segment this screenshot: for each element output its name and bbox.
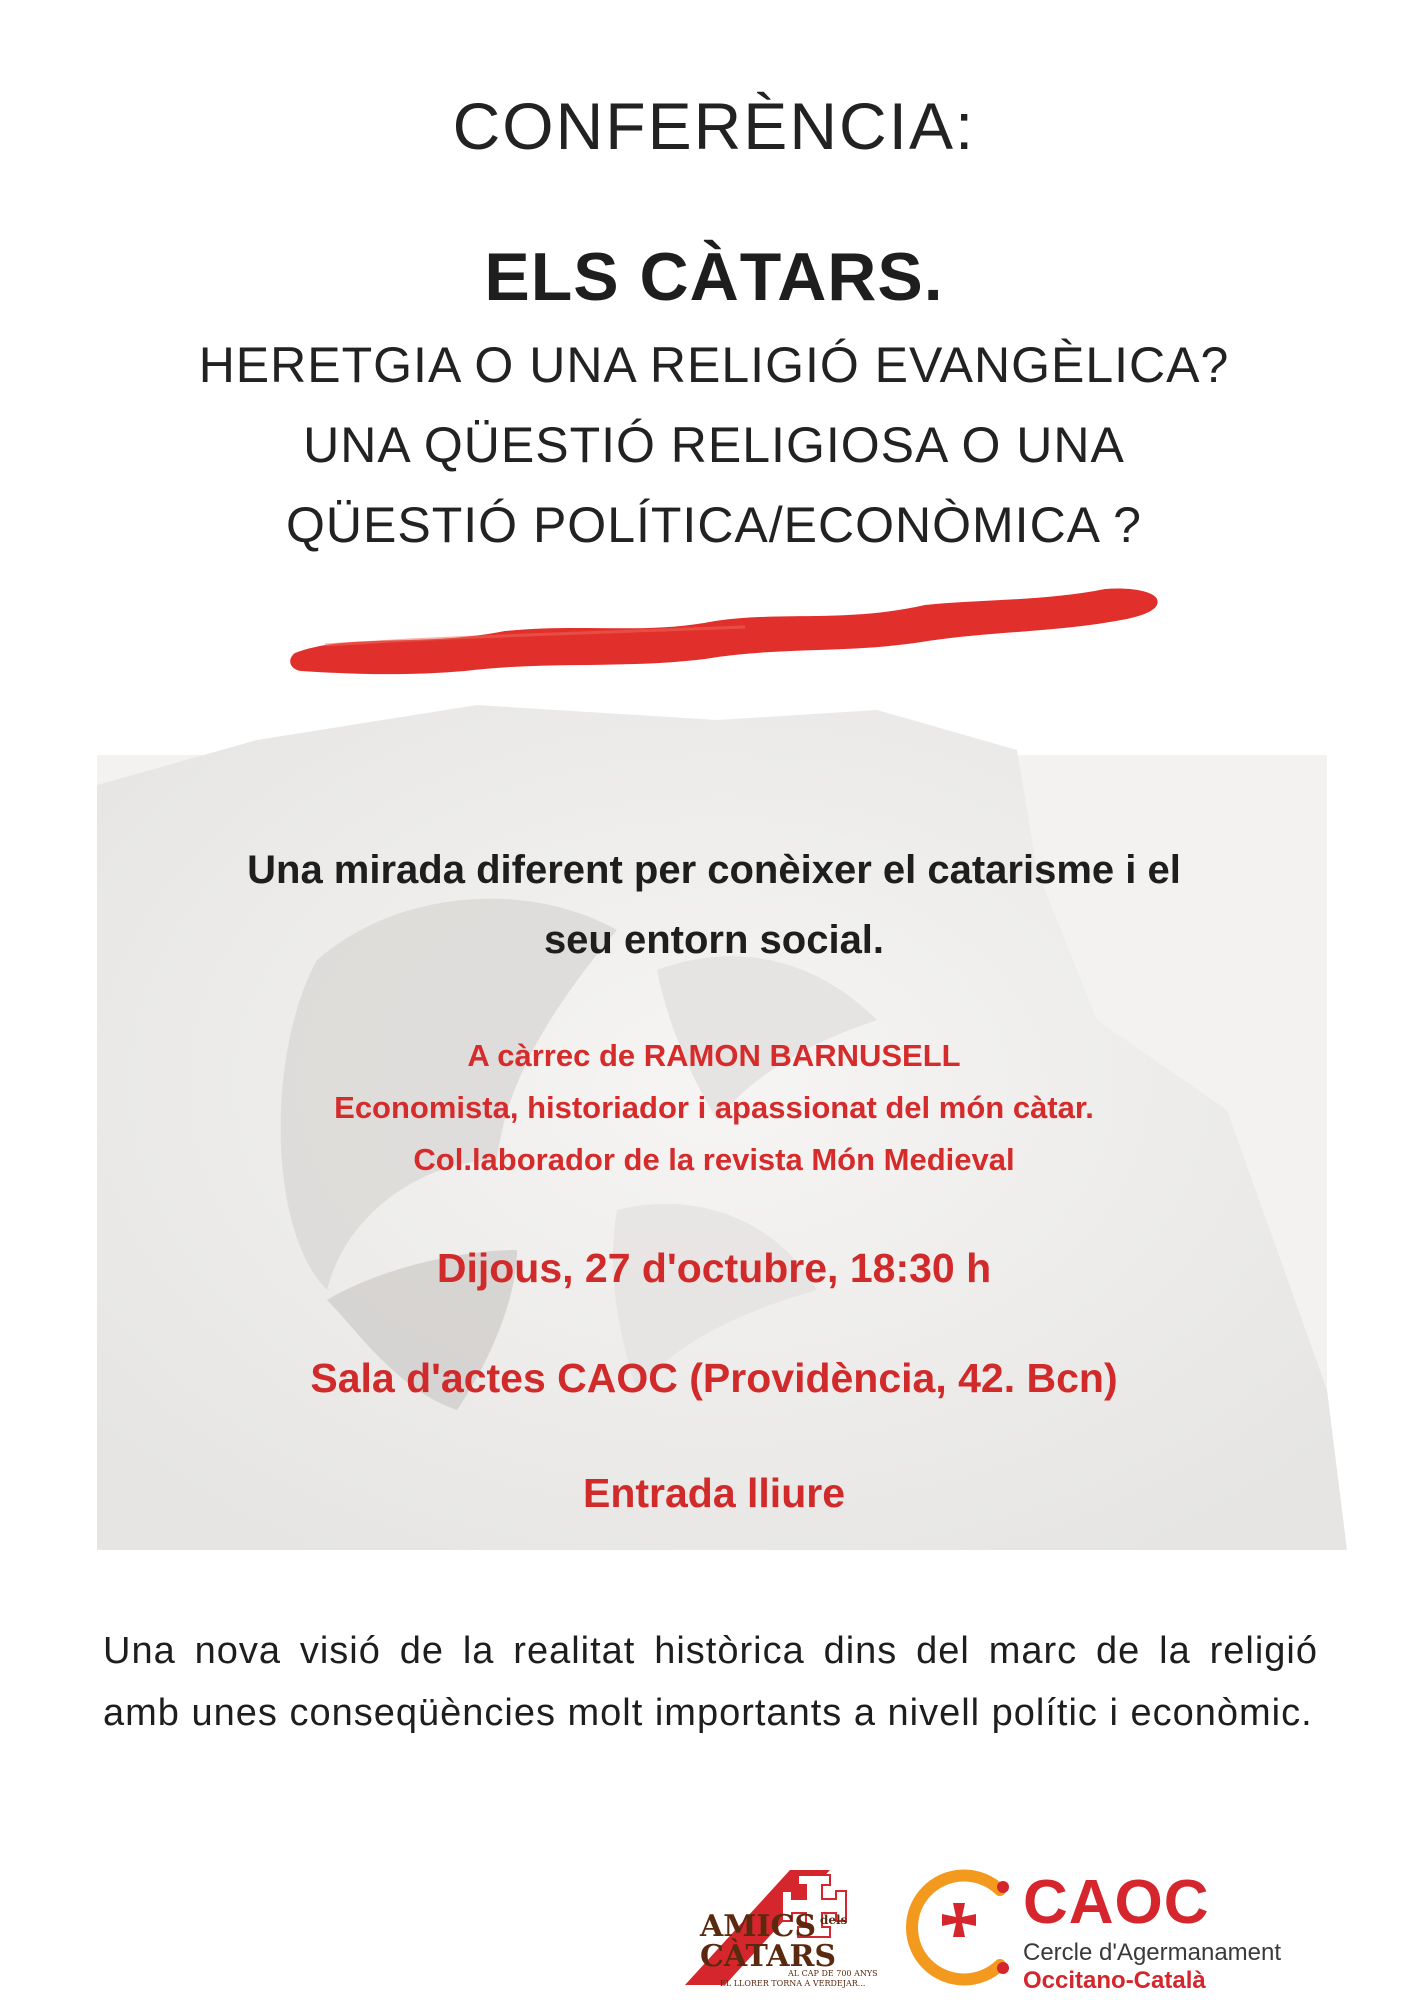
- caoc-logo-title: CAOC: [1023, 1868, 1210, 1937]
- description-text: Una nova visió de la realitat històrica dins del marc de la religió amb unes conseqüències molt importants a nivell polític i econòmic.: [103, 1630, 1318, 1734]
- caoc-logo-line-2: Occitano-Català: [1023, 1967, 1206, 1994]
- tagline: [0, 835, 1428, 975]
- caoc-logo-line-1: Cercle d'Agermanament: [1023, 1939, 1282, 1966]
- amics-motto-line-2: EL LLORER TORNA A VERDEJAR...: [720, 1979, 866, 1988]
- amics-dels-catars-logo: [680, 1865, 885, 1990]
- subtitle-line-1: HERETGIA O UNA RELIGIÓ EVANGÈLICA?: [198, 337, 1230, 393]
- occitan-cross-icon: [905, 1865, 1020, 1990]
- amics-logo-word: AMICS: [700, 1909, 817, 1944]
- speaker-profession: Economista, historiador i apassionat del món càtar.: [334, 1090, 1094, 1125]
- conference-label: CONFERÈNCIA:: [452, 89, 976, 163]
- speaker-name: A càrrec de RAMON BARNUSELL: [467, 1038, 961, 1073]
- catars-logo-word: CÀTARS: [700, 1939, 837, 1974]
- event-place: Sala d'actes CAOC (Providència, 42. Bcn): [310, 1355, 1118, 1401]
- caoc-logo: [905, 1865, 1325, 1994]
- speaker-collaboration: Col.laborador de la revista Món Medieval: [413, 1142, 1015, 1177]
- main-title: ELS CÀTARS.: [484, 239, 944, 315]
- amics-logo-small-word: dels: [820, 1913, 848, 1927]
- event-date: Dijous, 27 d'octubre, 18:30 h: [436, 1245, 992, 1291]
- red-brush-stroke: [285, 575, 1165, 675]
- tagline-line-1: Una mirada diferent per conèixer el catarisme i el: [247, 848, 1181, 892]
- amics-motto-line-1: AL CAP DE 700 ANYS: [788, 1969, 878, 1978]
- subtitle-line-2: UNA QÜESTIÓ RELIGIOSA O UNA: [303, 417, 1125, 473]
- tagline-line-2: seu entorn social.: [543, 918, 885, 962]
- subtitle-line-3: QÜESTIÓ POLÍTICA/ECONÒMICA ?: [286, 497, 1142, 553]
- event-entry: Entrada lliure: [582, 1470, 845, 1516]
